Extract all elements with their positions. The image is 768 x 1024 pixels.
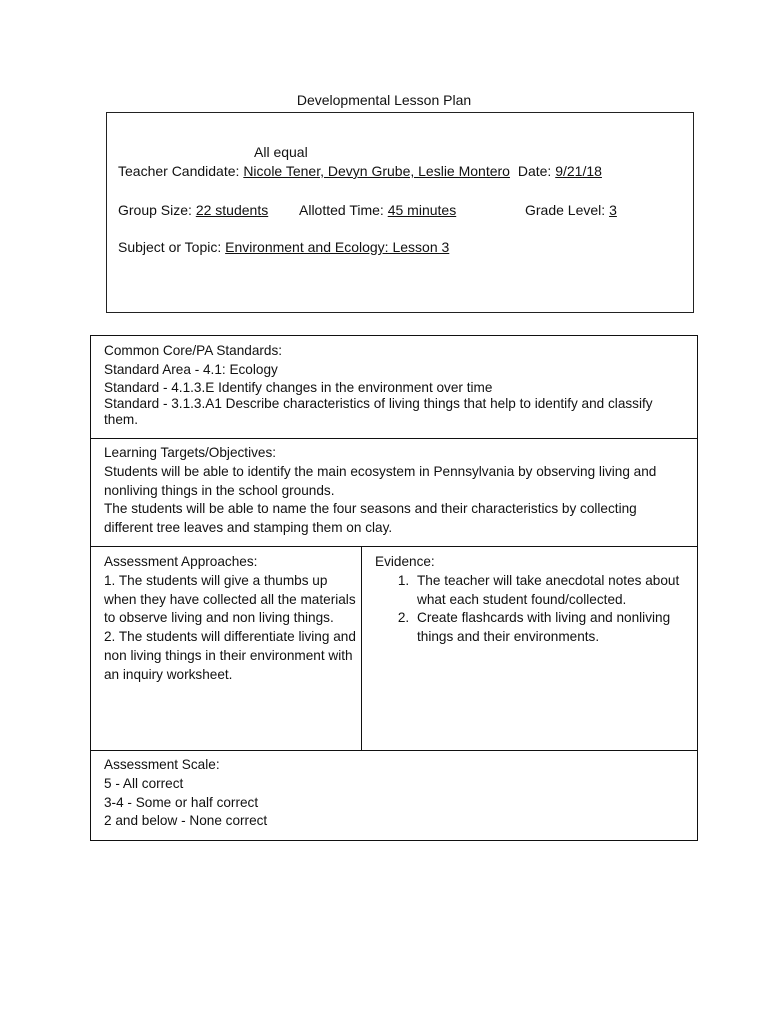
- scale-line: 2 and below - None correct: [104, 813, 268, 829]
- teacher-candidate-row: [118, 163, 602, 179]
- group-size-value: 22 students: [195, 202, 269, 218]
- objectives-line: Students will be able to identify the main ecosystem in Pennsylvania by observing living and nonliving things in the school grounds.: [104, 463, 657, 498]
- allotted-time-label: Allotted Time:: [299, 202, 384, 218]
- assessment-approaches-cell: [104, 553, 356, 685]
- subject-label: Subject or Topic:: [118, 239, 222, 255]
- subject-value: Environment and Ecology: Lesson 3: [225, 239, 450, 255]
- standards-heading: Common Core/PA Standards:: [104, 343, 283, 358]
- evidence-item: 1. The teacher will take anecdotal notes about what each student found/collected.: [413, 572, 693, 610]
- grade-level-field: [525, 202, 617, 218]
- assessment-scale-cell: [104, 756, 684, 831]
- evidence-item: 2. Create flashcards with living and nonliving things and their environments.: [413, 609, 693, 647]
- row-divider: [91, 750, 697, 751]
- page-title: Developmental Lesson Plan: [296, 92, 472, 108]
- scale-line: 5 - All correct: [104, 775, 184, 791]
- date-value: 9/21/18: [555, 163, 602, 179]
- assessment-line: 1. The students will give a thumbs up when they have collected all the materials to observe living and non living things.: [104, 572, 356, 626]
- objectives-heading: Learning Targets/Objectives:: [104, 445, 277, 460]
- group-size-field: [118, 202, 268, 218]
- evidence-cell: [375, 553, 693, 647]
- standards-line: Standard Area - 4.1: Ecology: [104, 361, 278, 377]
- objectives-line: The students will be able to name the four seasons and their characteristics by collecting different tree leaves and stamping them on clay.: [104, 501, 637, 536]
- row-divider: [91, 438, 697, 439]
- date-label: Date:: [517, 163, 552, 179]
- assessment-heading: Assessment Approaches:: [104, 554, 258, 569]
- header-note: All equal: [254, 144, 308, 160]
- column-divider: [361, 547, 362, 750]
- standards-line: Standard - 3.1.3.A1 Describe characteristics of living things that help to identify and classify them.: [104, 396, 653, 428]
- teacher-value: Nicole Tener, Devyn Grube, Leslie Montero: [243, 163, 510, 179]
- grade-level-value: 3: [609, 202, 617, 218]
- objectives-cell: [104, 444, 684, 538]
- grade-level-label: Grade Level:: [525, 202, 606, 218]
- allotted-time-value: 45 minutes: [387, 202, 457, 218]
- lesson-header-box: [106, 112, 694, 313]
- evidence-heading: Evidence:: [375, 554, 435, 569]
- row-divider: [91, 546, 697, 547]
- assessment-line: 2. The students will differentiate living and non living things in their environment with an inquiry worksheet.: [104, 629, 356, 682]
- evidence-list: [375, 572, 693, 647]
- standards-line: Standard - 4.1.3.E Identify changes in the environment over time: [104, 379, 493, 395]
- teacher-label: Teacher Candidate:: [118, 163, 240, 179]
- scale-line: 3-4 - Some or half correct: [104, 794, 259, 810]
- group-size-label: Group Size:: [118, 202, 192, 218]
- lesson-plan-table: [90, 335, 698, 841]
- scale-heading: Assessment Scale:: [104, 757, 220, 772]
- standards-cell: [104, 342, 684, 428]
- allotted-time-field: [299, 202, 456, 218]
- subject-field: [118, 239, 449, 255]
